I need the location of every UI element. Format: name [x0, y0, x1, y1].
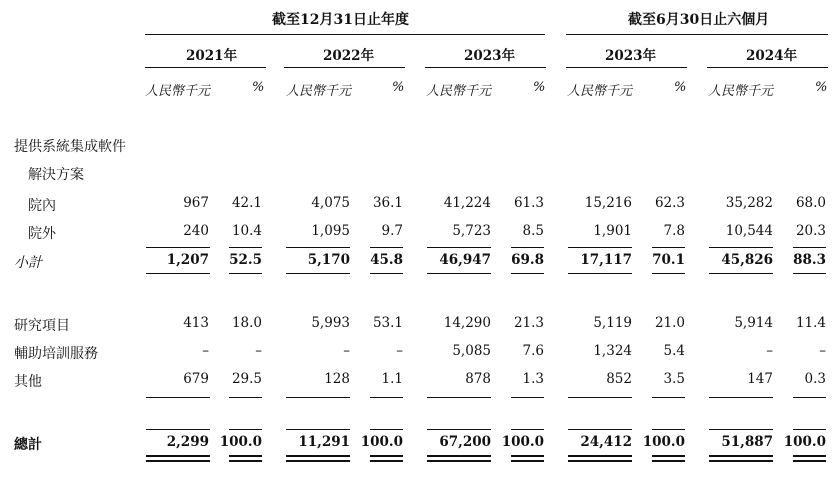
rule-above-total-3: [370, 397, 403, 398]
cell-training-6: 1,324: [593, 343, 632, 359]
cell-subtotal-7: 70.1: [652, 252, 685, 268]
cell-research-9: 11.4: [795, 315, 826, 331]
cell-outside-5: 8.5: [522, 223, 544, 239]
cell-others-1: 29.5: [231, 371, 262, 387]
unit-pct-2021: %: [252, 80, 265, 95]
group-underline-six-months: [566, 34, 828, 35]
cell-others-3: 1.1: [381, 371, 403, 387]
rule-double-top-8: [709, 455, 773, 457]
rule-double-top-7: [652, 455, 685, 457]
rule-above-subtotal-3: [370, 247, 403, 248]
rule-above-grand-total-7: [652, 429, 685, 430]
group-underline-fiscal-year: [145, 34, 545, 35]
cell-research-4: 14,290: [443, 315, 491, 331]
row-label-total: 總計: [14, 437, 42, 453]
cell-training-0: –: [202, 343, 209, 359]
rule-double-top-1: [229, 455, 262, 457]
cell-subtotal-5: 69.8: [511, 252, 544, 268]
cell-total-1: 100.0: [219, 434, 262, 450]
cell-total-3: 100.0: [360, 434, 403, 450]
year-underline-2022: [284, 67, 405, 68]
rule-double-bottom-7: [652, 460, 685, 462]
row-label-subtotal: 小計: [14, 255, 42, 271]
cell-research-5: 21.3: [513, 315, 544, 331]
rule-above-subtotal-5: [511, 247, 544, 248]
rule-double-top-0: [146, 455, 210, 457]
rule-double-bottom-1: [229, 460, 262, 462]
rule-above-grand-total-1: [229, 429, 262, 430]
year-header-2023-fy: 2023年: [464, 48, 516, 64]
cell-research-1: 18.0: [231, 315, 262, 331]
unit-pct-2024-6m: %: [815, 80, 828, 95]
cell-inside-4: 41,224: [443, 195, 491, 211]
cell-total-0: 2,299: [166, 434, 209, 450]
unit-pct-2023-6m: %: [674, 80, 687, 95]
cell-total-6: 24,412: [580, 434, 632, 450]
rule-above-grand-total-3: [370, 429, 403, 430]
cell-subtotal-3: 45.8: [370, 252, 403, 268]
year-header-2021: 2021年: [186, 48, 238, 64]
group-header-six-months: 截至6月30日止六個月: [628, 12, 770, 28]
rule-double-top-3: [370, 455, 403, 457]
year-underline-2023-fy: [425, 67, 546, 68]
year-underline-2024-6m: [707, 67, 828, 68]
cell-training-3: –: [396, 343, 403, 359]
cell-outside-1: 10.4: [231, 223, 262, 239]
cell-others-5: 1.3: [522, 371, 544, 387]
rule-below-subtotal-6: [568, 273, 632, 274]
cell-outside-0: 240: [183, 223, 209, 239]
cell-outside-8: 10,544: [725, 223, 773, 239]
rule-below-subtotal-0: [146, 273, 210, 274]
cell-others-9: 0.3: [804, 371, 826, 387]
rule-above-total-8: [709, 397, 773, 398]
row-label-inside: 院內: [28, 198, 56, 214]
year-header-2024-6m: 2024年: [746, 48, 798, 64]
rule-below-subtotal-1: [229, 273, 262, 274]
cell-others-2: 128: [324, 371, 350, 387]
rule-above-grand-total-5: [511, 429, 544, 430]
rule-above-subtotal-7: [652, 247, 685, 248]
rule-double-top-4: [427, 455, 491, 457]
rule-above-total-1: [229, 397, 262, 398]
unit-rmb-2023-fy: 人民幣千元: [426, 84, 492, 99]
rule-above-grand-total-8: [709, 429, 773, 430]
cell-inside-0: 967: [183, 195, 209, 211]
group-header-fiscal-year: 截至12月31日止年度: [272, 12, 409, 28]
rule-above-subtotal-1: [229, 247, 262, 248]
cell-inside-3: 36.1: [372, 195, 403, 211]
unit-rmb-2023-6m: 人民幣千元: [567, 84, 633, 99]
rule-double-top-2: [286, 455, 350, 457]
rule-above-total-0: [146, 397, 210, 398]
cell-inside-1: 42.1: [231, 195, 262, 211]
cell-research-0: 413: [183, 315, 209, 331]
year-underline-2023-6m: [566, 67, 687, 68]
rule-above-subtotal-0: [146, 247, 210, 248]
cell-training-5: 7.6: [522, 343, 544, 359]
section-title-software-line2: 解決方案: [28, 167, 84, 183]
cell-others-7: 3.5: [663, 371, 685, 387]
cell-inside-7: 62.3: [654, 195, 685, 211]
rule-below-subtotal-3: [370, 273, 403, 274]
cell-research-2: 5,993: [311, 315, 350, 331]
cell-inside-2: 4,075: [311, 195, 350, 211]
rule-above-total-7: [652, 397, 685, 398]
row-label-training: 輔助培訓服務: [14, 346, 98, 362]
cell-subtotal-1: 52.5: [229, 252, 262, 268]
cell-training-8: –: [766, 343, 773, 359]
cell-others-8: 147: [747, 371, 773, 387]
cell-total-2: 11,291: [298, 434, 350, 450]
rule-below-subtotal-2: [286, 273, 350, 274]
cell-total-7: 100.0: [642, 434, 685, 450]
cell-training-4: 5,085: [452, 343, 491, 359]
cell-total-4: 67,200: [439, 434, 491, 450]
cell-total-8: 51,887: [721, 434, 773, 450]
cell-training-1: –: [255, 343, 262, 359]
rule-above-total-4: [427, 397, 491, 398]
rule-above-total-5: [511, 397, 544, 398]
unit-rmb-2021: 人民幣千元: [145, 84, 211, 99]
rule-above-grand-total-9: [793, 429, 826, 430]
cell-subtotal-0: 1,207: [166, 252, 209, 268]
rule-above-total-2: [286, 397, 350, 398]
cell-outside-4: 5,723: [452, 223, 491, 239]
rule-below-subtotal-4: [427, 273, 491, 274]
rule-above-subtotal-4: [427, 247, 491, 248]
cell-training-9: –: [819, 343, 826, 359]
cell-inside-6: 15,216: [584, 195, 632, 211]
rule-double-bottom-0: [146, 460, 210, 462]
rule-above-total-9: [793, 397, 826, 398]
row-label-others: 其他: [14, 374, 42, 390]
cell-subtotal-4: 46,947: [439, 252, 491, 268]
cell-research-7: 21.0: [654, 315, 685, 331]
cell-training-2: –: [343, 343, 350, 359]
cell-inside-5: 61.3: [513, 195, 544, 211]
rule-double-bottom-5: [511, 460, 544, 462]
cell-outside-7: 7.8: [663, 223, 685, 239]
cell-outside-9: 20.3: [795, 223, 826, 239]
cell-subtotal-2: 5,170: [307, 252, 350, 268]
rule-double-bottom-6: [568, 460, 632, 462]
rule-above-subtotal-6: [568, 247, 632, 248]
cell-total-9: 100.0: [783, 434, 826, 450]
cell-others-6: 852: [606, 371, 632, 387]
rule-above-grand-total-2: [286, 429, 350, 430]
cell-research-3: 53.1: [372, 315, 403, 331]
cell-outside-2: 1,095: [311, 223, 350, 239]
unit-rmb-2022: 人民幣千元: [286, 84, 352, 99]
year-underline-2021: [145, 67, 266, 68]
cell-inside-9: 68.0: [795, 195, 826, 211]
unit-pct-2022: %: [392, 80, 405, 95]
rule-double-top-6: [568, 455, 632, 457]
section-title-software: 提供系統集成軟件: [14, 139, 126, 155]
row-label-research: 研究項目: [14, 318, 70, 334]
rule-above-subtotal-2: [286, 247, 350, 248]
unit-pct-2023-fy: %: [533, 80, 546, 95]
cell-inside-8: 35,282: [725, 195, 773, 211]
rule-double-bottom-3: [370, 460, 403, 462]
rule-double-bottom-4: [427, 460, 491, 462]
year-header-2023-6m: 2023年: [605, 48, 657, 64]
cell-subtotal-8: 45,826: [721, 252, 773, 268]
rule-double-top-5: [511, 455, 544, 457]
cell-others-4: 878: [465, 371, 491, 387]
cell-outside-3: 9.7: [381, 223, 403, 239]
unit-rmb-2024-6m: 人民幣千元: [708, 84, 774, 99]
rule-double-bottom-8: [709, 460, 773, 462]
rule-above-subtotal-8: [709, 247, 773, 248]
rule-double-bottom-9: [793, 460, 826, 462]
rule-above-grand-total-6: [568, 429, 632, 430]
rule-double-top-9: [793, 455, 826, 457]
cell-training-7: 5.4: [663, 343, 685, 359]
cell-outside-6: 1,901: [593, 223, 632, 239]
cell-subtotal-9: 88.3: [793, 252, 826, 268]
rule-below-subtotal-8: [709, 273, 773, 274]
cell-total-5: 100.0: [501, 434, 544, 450]
rule-above-subtotal-9: [793, 247, 826, 248]
rule-above-grand-total-0: [146, 429, 210, 430]
row-label-outside: 院外: [28, 226, 56, 242]
rule-double-bottom-2: [286, 460, 350, 462]
rule-below-subtotal-9: [793, 273, 826, 274]
cell-others-0: 679: [183, 371, 209, 387]
cell-research-8: 5,914: [734, 315, 773, 331]
rule-below-subtotal-5: [511, 273, 544, 274]
cell-subtotal-6: 17,117: [580, 252, 632, 268]
rule-below-subtotal-7: [652, 273, 685, 274]
cell-research-6: 5,119: [593, 315, 632, 331]
year-header-2022: 2022年: [323, 48, 375, 64]
rule-above-total-6: [568, 397, 632, 398]
rule-above-grand-total-4: [427, 429, 491, 430]
